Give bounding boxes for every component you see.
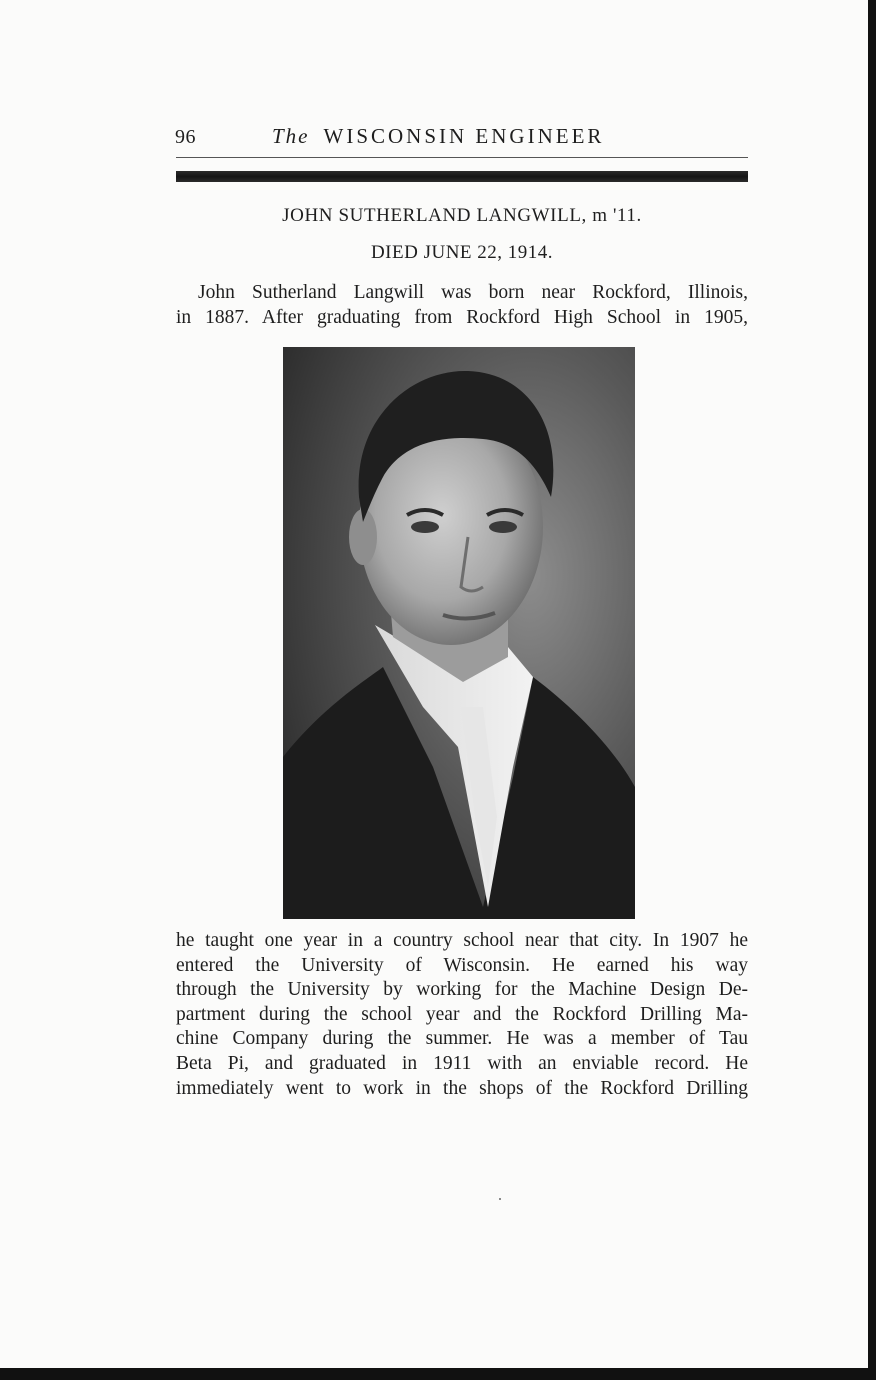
text-line: in 1887. After graduating from Rockford High School in 1905, — [176, 306, 748, 328]
running-head — [272, 124, 604, 149]
died-label: DIED JUNE — [370, 242, 473, 263]
paragraph-intro — [176, 281, 748, 330]
text-line: partment during the school year and the Rockford Drilling Ma- — [176, 1003, 748, 1025]
text-line: through the University by working for the Machine Design De- — [176, 979, 748, 1001]
running-head-journal: WISCONSIN ENGINEER — [323, 124, 605, 148]
text-line: entered the University of Wisconsin. He earned his way — [176, 954, 748, 976]
text-line: Beta Pi, and graduated in 1911 with an enviable record. He — [176, 1052, 748, 1074]
header-thin-rule — [176, 157, 748, 158]
page-number: 96 — [175, 126, 196, 148]
scan-speck — [499, 1198, 501, 1200]
death-date-line — [176, 242, 748, 264]
paragraph-biography — [176, 929, 748, 1101]
text-line: he taught one year in a country school near that city. In 1907 he — [176, 930, 748, 951]
died-date: 22, 1914. — [477, 242, 554, 263]
portrait-photo — [283, 347, 635, 919]
text-line: chine Company during the summer. He was a member of Tau — [176, 1028, 748, 1050]
article-title: JOHN SUTHERLAND LANGWILL, m '11. — [282, 205, 642, 226]
header-thick-rule — [176, 171, 748, 182]
scan-border-bottom — [0, 1368, 876, 1380]
running-head-the: The — [272, 124, 310, 148]
scan-border-right — [868, 0, 876, 1380]
text-line: John Sutherland Langwill was born near Rockford, Illinois, — [198, 282, 748, 303]
text-line: immediately went to work in the shops of the Rockford Drilling — [176, 1077, 748, 1099]
